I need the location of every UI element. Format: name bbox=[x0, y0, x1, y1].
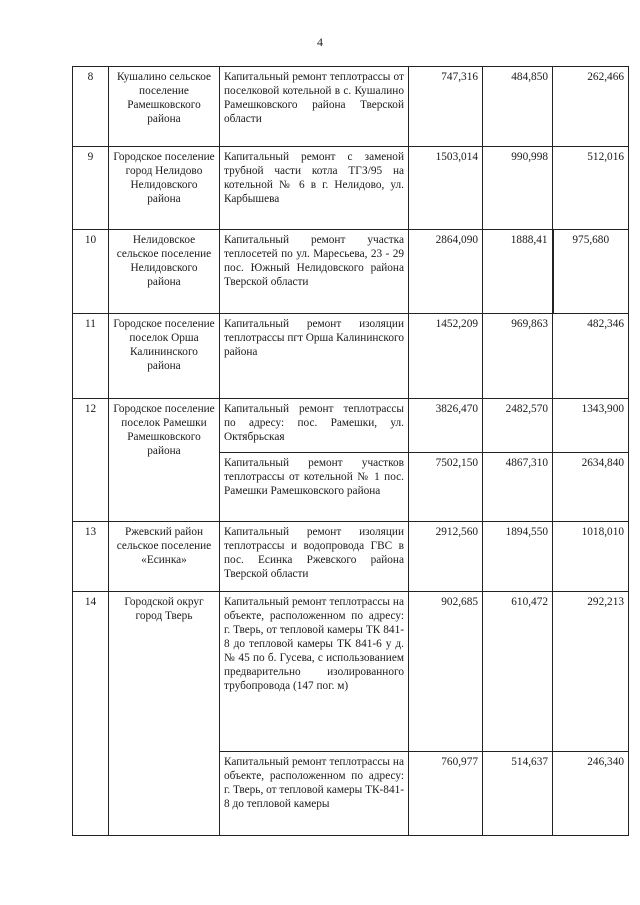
row-number: 13 bbox=[73, 522, 109, 592]
local-amount-cell: 262,466 bbox=[553, 67, 629, 147]
regional-amount-cell: 1894,550 bbox=[483, 522, 553, 592]
total-amount-cell: 3826,470 bbox=[409, 399, 483, 453]
work-description-cell: Капитальный ремонт изоляции теплотрассы пгт Орша Калининского района bbox=[220, 314, 409, 399]
total-amount-cell: 1452,209 bbox=[409, 314, 483, 399]
work-description-cell: Капитальный ремонт теплотрассы от поселковой котельной в с. Кушалино Рамешковского района Тверской области bbox=[220, 67, 409, 147]
local-amount-cell: 975,680 bbox=[553, 230, 629, 314]
local-amount-cell: 1018,010 bbox=[553, 522, 629, 592]
municipality-cell: Ржевский район сельское поселение «Есинка» bbox=[109, 522, 220, 592]
local-amount-cell: 292,213 bbox=[553, 592, 629, 752]
row-number: 11 bbox=[73, 314, 109, 399]
row-number: 10 bbox=[73, 230, 109, 314]
work-description-cell: Капитальный ремонт теплотрассы на объекте, расположенном по адресу: г. Тверь, от тепловой камеры ТК 841-8 до тепловой камеры ТК 841-6 у д. № 45 по б. Гусева, с использованием предварительно изолированного трубопровода (147 пог. м) bbox=[220, 592, 409, 752]
total-amount-cell: 2864,090 bbox=[409, 230, 483, 314]
local-amount-cell: 482,346 bbox=[553, 314, 629, 399]
row-number: 8 bbox=[73, 67, 109, 147]
local-amount-cell: 1343,900 bbox=[553, 399, 629, 453]
work-description-cell: Капитальный ремонт изоляции теплотрассы и водопровода ГВС в пос. Есинка Ржевского района Тверской области bbox=[220, 522, 409, 592]
regional-amount-cell: 2482,570 bbox=[483, 399, 553, 453]
work-description-cell: Капитальный ремонт участка теплосетей по ул. Маресьева, 23 - 29 пос. Южный Нелидовского района Тверской области bbox=[220, 230, 409, 314]
table-row bbox=[73, 399, 629, 453]
total-amount-cell: 760,977 bbox=[409, 752, 483, 836]
municipality-cell: Городской округ город Тверь bbox=[109, 592, 220, 836]
repair-program-table bbox=[72, 66, 629, 836]
regional-amount-cell: 969,863 bbox=[483, 314, 553, 399]
total-amount-cell: 902,685 bbox=[409, 592, 483, 752]
regional-amount-cell: 990,998 bbox=[483, 147, 553, 230]
work-description-cell: Капитальный ремонт теплотрассы на объекте, расположенном по адресу: г. Тверь, от тепловой камеры ТК-841-8 до тепловой камеры bbox=[220, 752, 409, 836]
table-row bbox=[73, 147, 629, 230]
regional-amount-cell: 1888,41 bbox=[483, 230, 553, 314]
work-description-cell: Капитальный ремонт участков теплотрассы от котельной № 1 пос. Рамешки Рамешковского района bbox=[220, 453, 409, 522]
total-amount-cell: 7502,150 bbox=[409, 453, 483, 522]
municipality-cell: Городское поселение поселок Рамешки Рамешковского района bbox=[109, 399, 220, 522]
local-amount-cell: 2634,840 bbox=[553, 453, 629, 522]
local-amount-cell: 512,016 bbox=[553, 147, 629, 230]
local-amount-cell: 246,340 bbox=[553, 752, 629, 836]
municipality-cell: Кушалино сельское поселение Рамешковского района bbox=[109, 67, 220, 147]
table-row bbox=[73, 592, 629, 752]
row-number: 9 bbox=[73, 147, 109, 230]
table-row bbox=[73, 230, 629, 314]
table-row bbox=[73, 67, 629, 147]
table-row bbox=[73, 522, 629, 592]
total-amount-cell: 747,316 bbox=[409, 67, 483, 147]
regional-amount-cell: 514,637 bbox=[483, 752, 553, 836]
total-amount-cell: 1503,014 bbox=[409, 147, 483, 230]
page-number: 4 bbox=[317, 35, 323, 49]
row-number: 12 bbox=[73, 399, 109, 522]
municipality-cell: Городское поселение поселок Орша Калининского района bbox=[109, 314, 220, 399]
municipality-cell: Нелидовское сельское поселение Нелидовского района bbox=[109, 230, 220, 314]
total-amount-cell: 2912,560 bbox=[409, 522, 483, 592]
row-number: 14 bbox=[73, 592, 109, 836]
regional-amount-cell: 484,850 bbox=[483, 67, 553, 147]
municipality-cell: Городское поселение город Нелидово Нелидовского района bbox=[109, 147, 220, 230]
work-description-cell: Капитальный ремонт теплотрассы по адресу: пос. Рамешки, ул. Октябрьская bbox=[220, 399, 409, 453]
work-description-cell: Капитальный ремонт с заменой трубной части котла ТГЗ/95 на котельной № 6 в г. Нелидово, ул. Карбышева bbox=[220, 147, 409, 230]
table-row bbox=[73, 314, 629, 399]
regional-amount-cell: 610,472 bbox=[483, 592, 553, 752]
regional-amount-cell: 4867,310 bbox=[483, 453, 553, 522]
